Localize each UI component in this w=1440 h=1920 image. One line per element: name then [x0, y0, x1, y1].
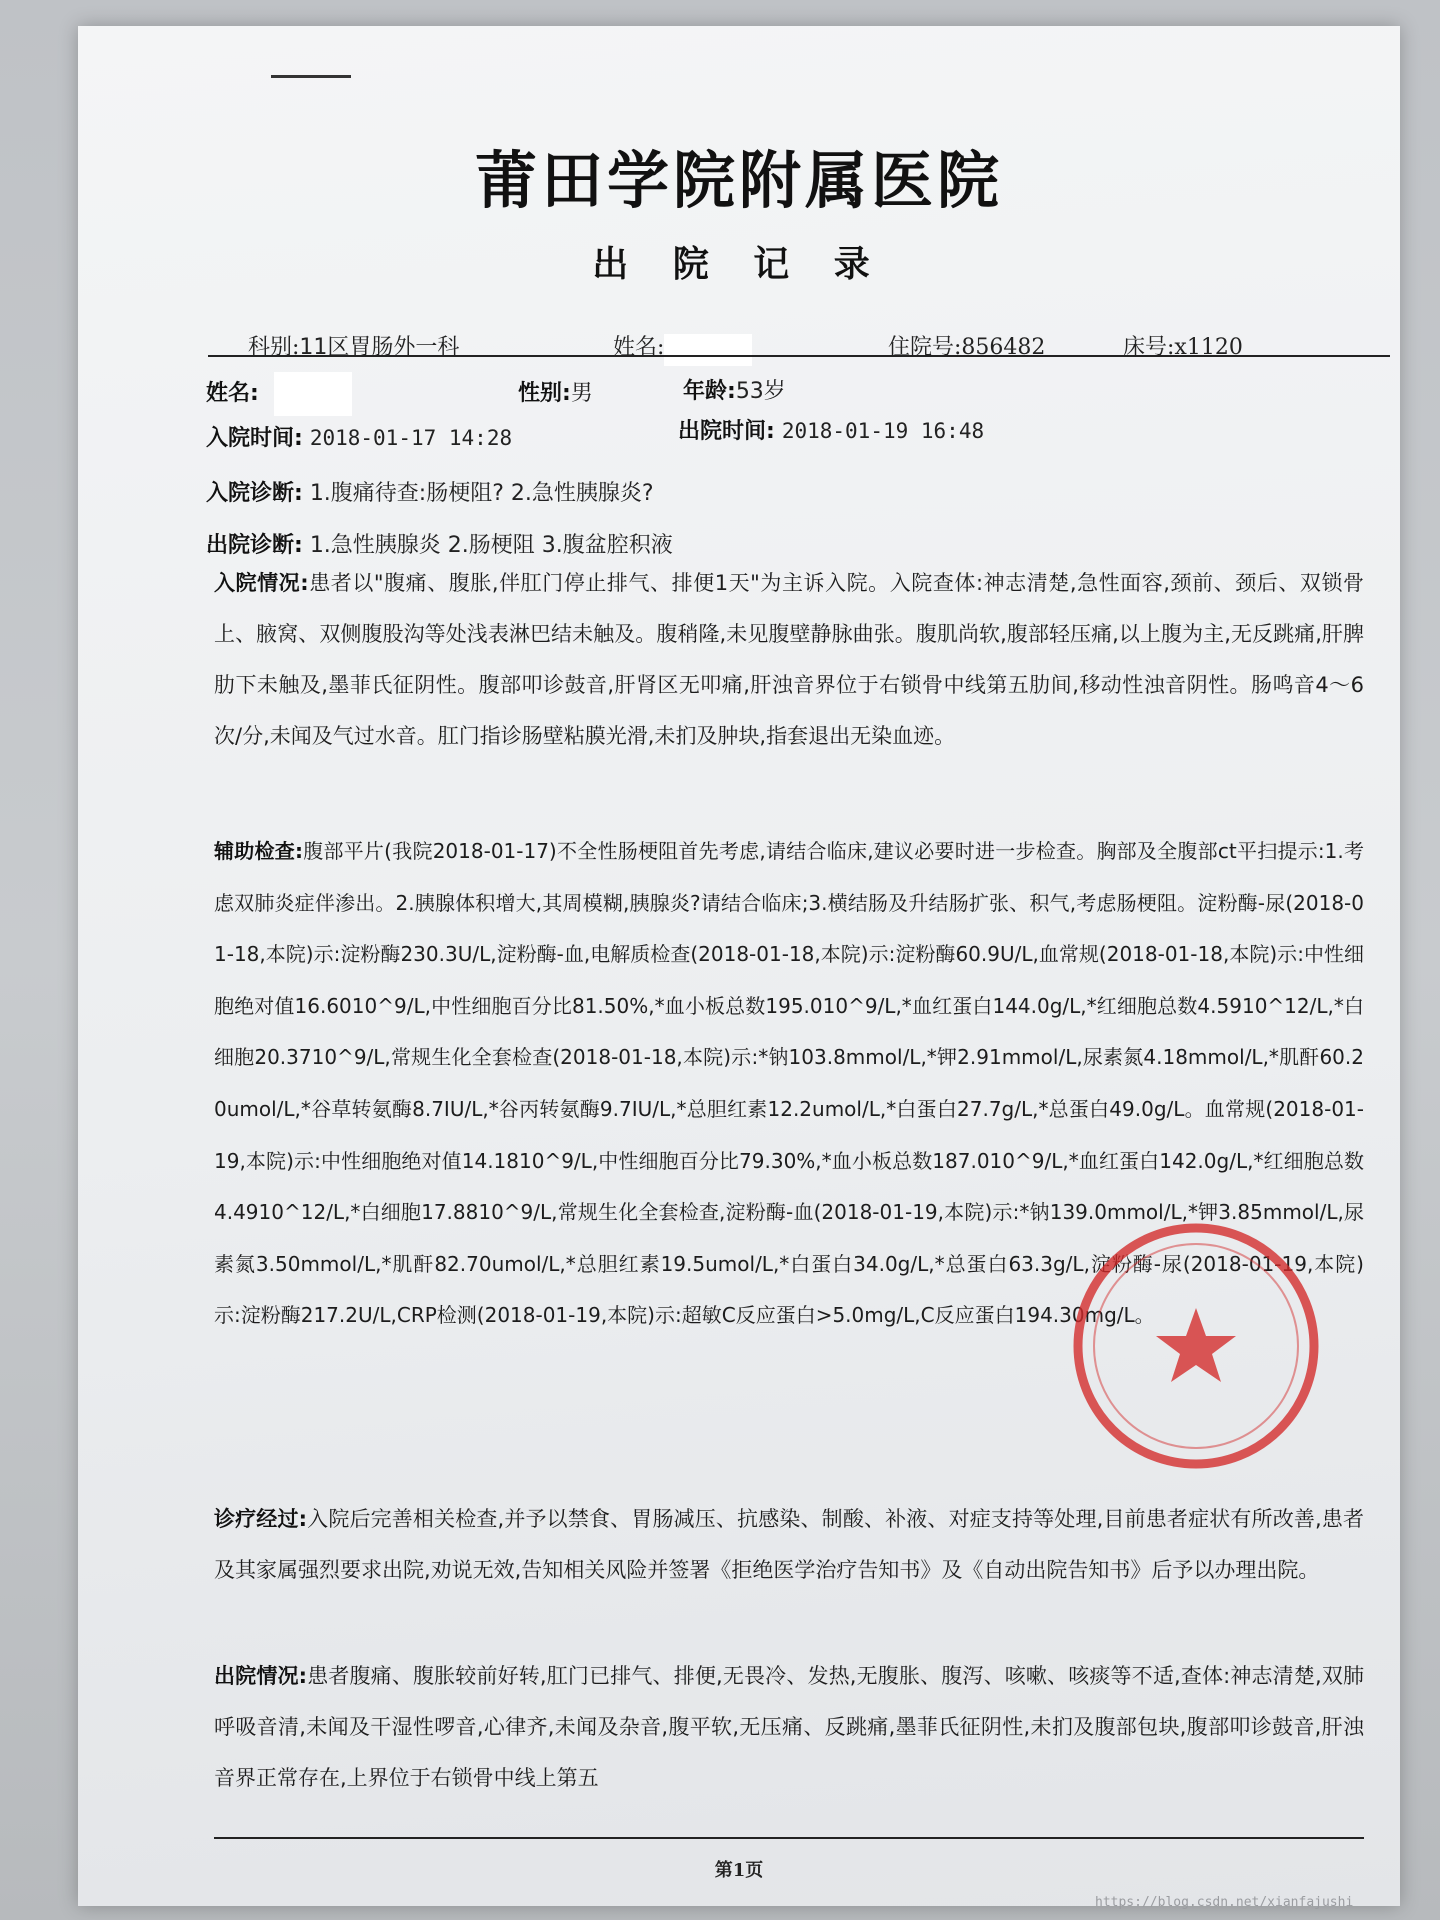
- page-number: 第1页: [714, 1860, 764, 1881]
- discharge-status-label: 出院情况:: [214, 1664, 308, 1688]
- treatment-label: 诊疗经过:: [214, 1507, 308, 1531]
- treatment-text: 入院后完善相关检查,并予以禁食、胃肠减压、抗感染、制酸、补液、对症支持等处理,目前患者症状有所改善,患者及其家属强烈要求出院,劝说无效,告知相关风险并签署《拒绝医学治疗告知书》及《自动出院告知书》后予以办理出院。: [214, 1507, 1364, 1582]
- auxiliary-exam-label: 辅助检查:: [214, 839, 303, 863]
- bed-value: x1120: [1174, 335, 1243, 360]
- patient-name-field: [206, 376, 259, 407]
- treatment-section: [214, 1494, 1364, 1596]
- header-name-label: 姓名:: [613, 335, 665, 360]
- age-label: 年龄:: [683, 379, 736, 404]
- discharge-time-field: [678, 414, 984, 445]
- footer-rule: [214, 1837, 1364, 1839]
- admit-time-label: 入院时间:: [206, 426, 303, 451]
- discharge-diagnosis: [206, 528, 673, 559]
- discharge-diagnosis-label: 出院诊断:: [206, 533, 303, 558]
- age-value: 53岁: [735, 379, 786, 404]
- admission-status-text: 患者以"腹痛、腹胀,伴肛门停止排气、排便1天"为主诉入院。入院查体:神志清楚,急性面容,颈前、颈后、双锁骨上、腋窝、双侧腹股沟等处浅表淋巴结未触及。腹稍隆,未见腹壁静脉曲张。腹肌尚软,腹部轻压痛,以上腹为主,无反跳痛,肝脾肋下未触及,墨菲氏征阴性。腹部叩诊鼓音,肝肾区无叩痛,肝浊音界位于右锁骨中线第五肋间,移动性浊音阴性。肠鸣音4～6次/分,未闻及气过水音。肛门指诊肠壁粘膜光滑,未扪及肿块,指套退出无染血迹。: [214, 571, 1364, 748]
- gender-label: 性别:: [518, 381, 571, 406]
- discharge-time-value: 2018-01-19 16:48: [781, 419, 985, 443]
- auxiliary-exam-text: 腹部平片(我院2018-01-17)不全性肠梗阻首先考虑,请结合临床,建议必要时进一步检查。胸部及全腹部ct平扫提示:1.考虑双肺炎症伴渗出。2.胰腺体积增大,其周模糊,胰腺炎?请结合临床;3.横结肠及升结肠扩张、积气,考虑肠梗阻。淀粉酶-尿(2018-01-18,本院)示:淀粉酶230.3U/L,淀粉酶-血,电解质检查(2018-01-18,本院)示:淀粉酶60.9U/L,血常规(2018-01-18,本院)示:中性细胞绝对值16.6010^9/L,中性细胞百分比81.50%,*血小板总数195.010^9/L,*血红蛋白144.0g/L,*红细胞总数4.5910^12/L,*白细胞20.3710^9/L,常规生化全套检查(2018-01-18,本院)示:*钠103.8mmol/L,*钾2.91mmol/L,尿素氮4.18mmol/L,*肌酐60.20umol/L,*谷草转氨酶8.7IU/L,*谷丙转氨酶9.7IU/L,*总胆红素12.2umol/L,*白蛋白27.7g/L,*总蛋白49.0g/L。血常规(2018-01-19,本院)示:中性细胞绝对值14.1810^9/L,中性细胞百分比79.30%,*血小板总数187.010^9/L,*血红蛋白142.0g/L,*红细胞总数4.4910^12/L,*白细胞17.8810^9/L,常规生化全套检查,淀粉酶-血(2018-01-19,本院)示:*钠139.0mmol/L,*钾3.85mmol/L,尿素氮3.50mmol/L,*肌酐82.70umol/L,*总胆红素19.5umol/L,*白蛋白34.0g/L,*总蛋白63.3g/L,淀粉酶-尿(2018-01-19,本院)示:淀粉酶217.2U/L,CRP检测(2018-01-19,本院)示:超敏C反应蛋白>5.0mg/L,C反应蛋白194.30mg/L。: [214, 839, 1364, 1328]
- inpatient-no-label: 住院号:: [888, 335, 962, 360]
- inpatient-no-value: 856482: [961, 335, 1046, 360]
- discharge-time-label: 出院时间:: [678, 419, 775, 444]
- header-rule: [208, 355, 1390, 357]
- record-title: 出 院 记 录: [592, 244, 886, 285]
- admission-status-section: [214, 558, 1364, 762]
- gender-field: [518, 376, 593, 407]
- bed-label: 床号:: [1123, 335, 1175, 360]
- admit-time-field: [206, 421, 512, 452]
- admission-diagnosis: [206, 476, 654, 507]
- discharge-diagnosis-value: 1.急性胰腺炎 2.肠梗阻 3.腹盆腔积液: [309, 533, 673, 558]
- document-page: [78, 26, 1400, 1906]
- top-dash-mark: [271, 75, 351, 78]
- redacted-name: [664, 334, 752, 366]
- admission-status-label: 入院情况:: [214, 571, 309, 595]
- star-icon: [1156, 1308, 1236, 1382]
- watermark-url: https://blog.csdn.net/xianfajushi: [1095, 1895, 1354, 1910]
- department-label: 科别:: [248, 335, 300, 360]
- hospital-seal-stamp: [1066, 1216, 1326, 1476]
- redacted-patient-name: [274, 372, 352, 416]
- admission-diagnosis-label: 入院诊断:: [206, 481, 303, 506]
- age-field: [683, 374, 786, 405]
- gender-value: 男: [570, 381, 593, 406]
- admission-diagnosis-value: 1.腹痛待查:肠梗阻? 2.急性胰腺炎?: [309, 481, 654, 506]
- discharge-status-text: 患者腹痛、腹胀较前好转,肛门已排气、排便,无畏冷、发热,无腹胀、腹泻、咳嗽、咳痰等不适,查体:神志清楚,双肺呼吸音清,未闻及干湿性啰音,心律齐,未闻及杂音,腹平软,无压痛、反跳痛,墨菲氏征阴性,未扪及腹部包块,腹部叩诊鼓音,肝浊音界正常存在,上界位于右锁骨中线上第五: [214, 1664, 1364, 1790]
- discharge-status-section: [214, 1651, 1364, 1804]
- hospital-name: 莆田学院附属医院: [474, 144, 1003, 217]
- department-value: 11区胃肠外一科: [299, 335, 460, 360]
- admit-time-value: 2018-01-17 14:28: [309, 426, 513, 450]
- patient-name-label: 姓名:: [206, 381, 259, 406]
